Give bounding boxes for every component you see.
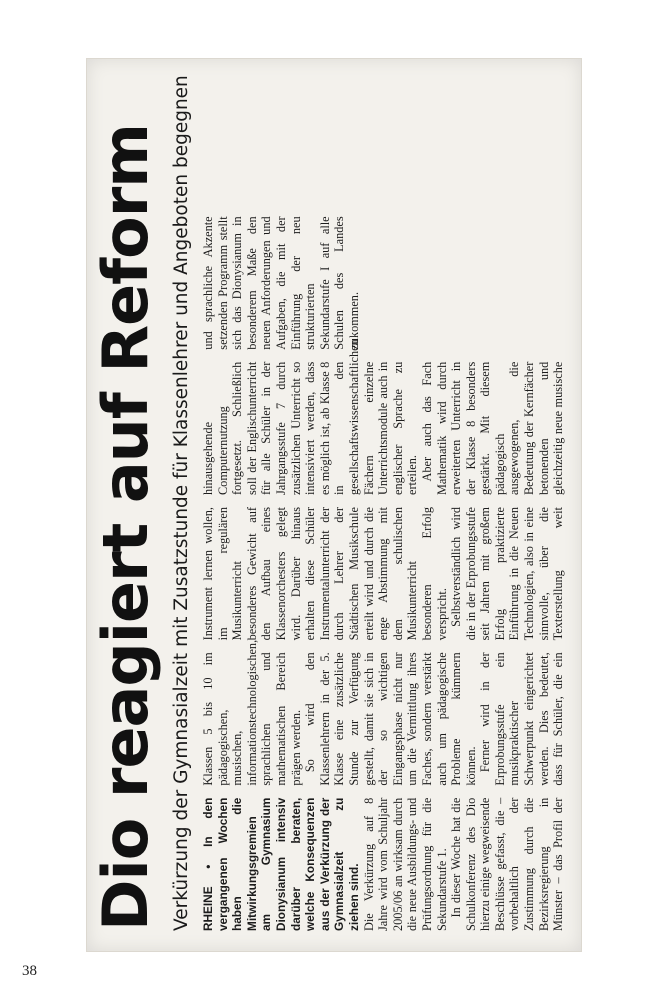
- article-paragraph: Aber auch das Fach Mathematik wird durch erweiterten Unterricht in der Klasse 8 besonders gestärkt. Mit diesem pädagogisch ausgewogenen, die Bedeutung der Kernfächer betonenden und gleichzeitig neue musische und sprachliche Akzente setzenden Programm stellt sich das Dionysianum in besonderem Maße den neuen Anforderungen und Aufgaben, die mit der Einführung der neu strukturierten Sekundarstufe I auf alle Schulen des Landes zukommen.: [201, 216, 566, 496]
- article-paragraph: So wird den Klassenlehrern in der 5. Klasse eine zusätzliche Stunde zur Verfügung gestellt, damit sie sich in der so wichtigen Eingangsphase nicht nur um die Vermittlung ihres Faches, sondern verstärkt auch um pädagogische Probleme kümmern können.: [303, 652, 478, 786]
- page-number: 38: [22, 963, 37, 979]
- rotated-article: [87, 59, 581, 951]
- article-lead: RHEINE • In den vergangenen Wochen haben die Mitwirkungsgremien am Gymnasium Dionysianum intensiv darüber beraten, welche Konsequenzen aus der Verkürzung der Gymnasialzeit zu ziehen sind.: [201, 797, 361, 931]
- article-headline: Dio reagiert auf Reform: [89, 124, 162, 931]
- article-subheadline: Verkürzung der Gymnasialzeit mit Zusatzstunde für Klassenlehrer und Angeboten begegnen: [171, 75, 192, 931]
- article-paragraph: Ferner wird in der Erprobungsstufe ein musikpraktischer Schwerpunkt eingerichtet werden. Dies bedeutet, dass für Schüler, die ein Instrument lernen wollen, im regulären Musikunterricht besonderes Gewicht auf den Aufbau eines Klassenorchesters gelegt wird. Darüber hinaus erhalten diese Schüler Instrumentalunterricht der durch Lehrer der Städtischen Musikschule erteilt wird und durch die enge Abstimmung mit dem schulischen Musikunterricht besonderen Erfolg verspricht.: [201, 507, 566, 786]
- article-body: [201, 71, 573, 931]
- article-paragraph: In dieser Woche hat die Schulkonferenz des Dio hierzu einige wegweisende Beschlüsse gefasst, die – vorbehaltlich der Zustimmung durch die Bezirksregierung in Münster – das Profil der Klassen 5 bis 10 im pädagogischen, musischen, informationstechnologischen, sprachlichen und mathematischen Bereich prägen werden.: [201, 639, 566, 931]
- article-paragraph: Selbstverständlich wird die in der Erprobungsstufe seit Jahren mit großem Erfolg praktizierte Einführung in die Neuen Technologien, also in eine sinnvolle, über die Texterstellung weit hinausgehende Computernutzung fortgesetzt. Schließlich soll der Englischunterricht für alle Schüler in der Jahrgangsstufe 7 durch zusätzlichen Unterricht so intensiviert werden, dass es möglich ist, ab Klasse 8 in den gesellschaftswissenschaftlichen Fächern einzelne Unterrichtsmodule auch in englischer Sprache zu erteilen.: [201, 339, 566, 641]
- newspaper-clipping: [86, 58, 582, 952]
- article-paragraph: Die Verkürzung auf 8 Jahre wird vom Schuljahr 2005/06 an wirksam durch die neue Ausbildungs- und Prüfungsordnung für die Sekundarstufe 1.: [361, 797, 449, 931]
